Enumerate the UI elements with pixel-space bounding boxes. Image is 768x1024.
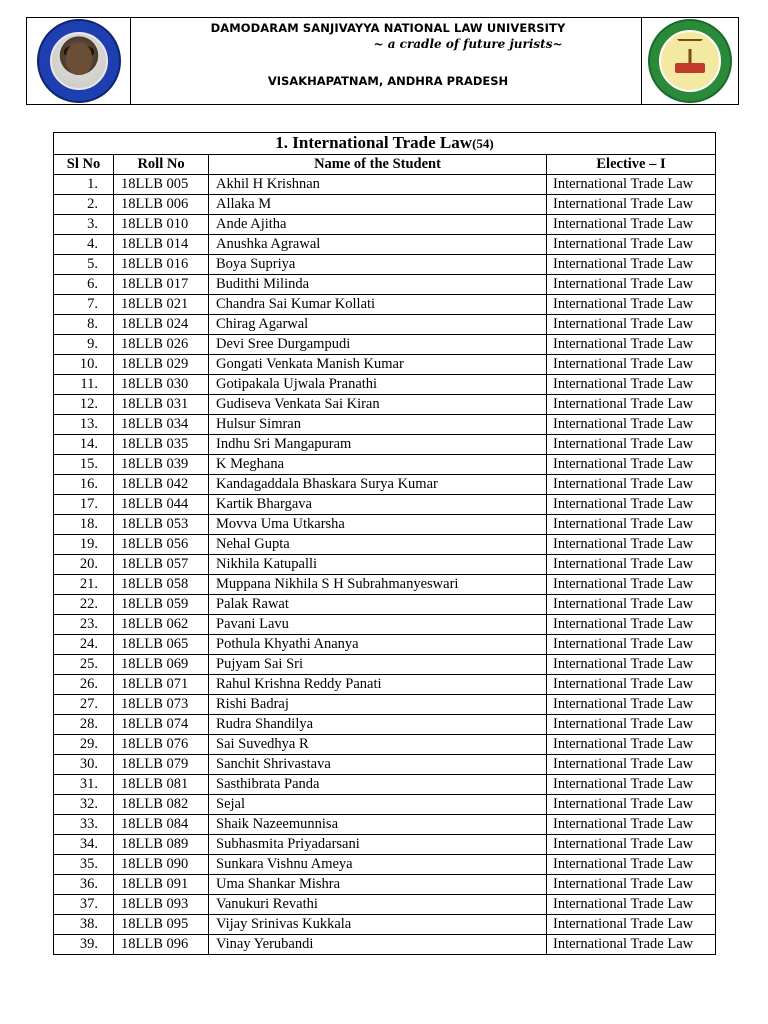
elective-cell: International Trade Law — [547, 915, 716, 935]
roll-no-cell: 18LLB 082 — [114, 795, 209, 815]
student-name-cell: Sunkara Vishnu Ameya — [209, 855, 547, 875]
table-row — [54, 295, 716, 315]
student-name-cell: Nikhila Katupalli — [209, 555, 547, 575]
letterhead — [26, 17, 739, 105]
roll-no-cell: 18LLB 059 — [114, 595, 209, 615]
table-row — [54, 395, 716, 415]
roll-no-cell: 18LLB 016 — [114, 255, 209, 275]
table-row — [54, 535, 716, 555]
founder-portrait-seal — [37, 19, 121, 103]
roll-no-cell: 18LLB 006 — [114, 195, 209, 215]
elective-cell: International Trade Law — [547, 895, 716, 915]
elective-cell: International Trade Law — [547, 235, 716, 255]
student-name-cell: Ande Ajitha — [209, 215, 547, 235]
sl-no-cell: 25. — [54, 655, 114, 675]
roll-no-cell: 18LLB 071 — [114, 675, 209, 695]
roll-no-cell: 18LLB 093 — [114, 895, 209, 915]
sl-no-cell: 30. — [54, 755, 114, 775]
roll-no-cell: 18LLB 062 — [114, 615, 209, 635]
student-name-cell: Uma Shankar Mishra — [209, 875, 547, 895]
student-name-cell: Chandra Sai Kumar Kollati — [209, 295, 547, 315]
university-motto: ~ a cradle of future jurists~ — [373, 37, 563, 51]
column-header-row — [54, 155, 716, 175]
table-row — [54, 755, 716, 775]
sl-no-cell: 31. — [54, 775, 114, 795]
roll-no-cell: 18LLB 030 — [114, 375, 209, 395]
table-title-row — [54, 133, 716, 155]
sl-no-cell: 20. — [54, 555, 114, 575]
column-header-elective: Elective – I — [547, 155, 716, 175]
student-name-cell: Vinay Yerubandi — [209, 935, 547, 955]
sl-no-cell: 1. — [54, 175, 114, 195]
table-row — [54, 495, 716, 515]
sl-no-cell: 6. — [54, 275, 114, 295]
table-row — [54, 855, 716, 875]
roll-no-cell: 18LLB 073 — [114, 695, 209, 715]
roll-no-cell: 18LLB 044 — [114, 495, 209, 515]
table-row — [54, 315, 716, 335]
sl-no-cell: 21. — [54, 575, 114, 595]
roll-no-cell: 18LLB 010 — [114, 215, 209, 235]
sl-no-cell: 37. — [54, 895, 114, 915]
elective-cell: International Trade Law — [547, 615, 716, 635]
sl-no-cell: 18. — [54, 515, 114, 535]
elective-cell: International Trade Law — [547, 875, 716, 895]
elective-cell: International Trade Law — [547, 795, 716, 815]
roll-no-cell: 18LLB 058 — [114, 575, 209, 595]
student-name-cell: Gotipakala Ujwala Pranathi — [209, 375, 547, 395]
student-name-cell: Allaka M — [209, 195, 547, 215]
sl-no-cell: 12. — [54, 395, 114, 415]
sl-no-cell: 35. — [54, 855, 114, 875]
table-row — [54, 355, 716, 375]
elective-cell: International Trade Law — [547, 315, 716, 335]
table-row — [54, 815, 716, 835]
table-title — [54, 133, 716, 155]
roll-no-cell: 18LLB 076 — [114, 735, 209, 755]
table-row — [54, 555, 716, 575]
student-name-cell: Budithi Milinda — [209, 275, 547, 295]
elective-cell: International Trade Law — [547, 675, 716, 695]
sl-no-cell: 7. — [54, 295, 114, 315]
sl-no-cell: 2. — [54, 195, 114, 215]
university-emblem — [648, 19, 732, 103]
table-row — [54, 695, 716, 715]
elective-cell: International Trade Law — [547, 715, 716, 735]
elective-cell: International Trade Law — [547, 815, 716, 835]
roll-no-cell: 18LLB 091 — [114, 875, 209, 895]
roll-no-cell: 18LLB 029 — [114, 355, 209, 375]
elective-title: 1. International Trade Law — [275, 133, 473, 152]
column-header-roll-no: Roll No — [114, 155, 209, 175]
table-row — [54, 415, 716, 435]
student-name-cell: K Meghana — [209, 455, 547, 475]
elective-cell: International Trade Law — [547, 375, 716, 395]
sl-no-cell: 22. — [54, 595, 114, 615]
sl-no-cell: 19. — [54, 535, 114, 555]
sl-no-cell: 8. — [54, 315, 114, 335]
student-name-cell: Sanchit Shrivastava — [209, 755, 547, 775]
student-name-cell: Akhil H Krishnan — [209, 175, 547, 195]
elective-cell: International Trade Law — [547, 535, 716, 555]
roll-no-cell: 18LLB 031 — [114, 395, 209, 415]
student-name-cell: Vijay Srinivas Kukkala — [209, 915, 547, 935]
student-name-cell: Pavani Lavu — [209, 615, 547, 635]
elective-cell: International Trade Law — [547, 335, 716, 355]
student-name-cell: Gudiseva Venkata Sai Kiran — [209, 395, 547, 415]
table-row — [54, 195, 716, 215]
elective-cell: International Trade Law — [547, 195, 716, 215]
sl-no-cell: 5. — [54, 255, 114, 275]
table-row — [54, 475, 716, 495]
student-name-cell: Devi Sree Durgampudi — [209, 335, 547, 355]
student-count: (54) — [472, 136, 494, 151]
sl-no-cell: 36. — [54, 875, 114, 895]
sl-no-cell: 39. — [54, 935, 114, 955]
roll-no-cell: 18LLB 056 — [114, 535, 209, 555]
table-row — [54, 595, 716, 615]
roll-no-cell: 18LLB 095 — [114, 915, 209, 935]
roll-no-cell: 18LLB 042 — [114, 475, 209, 495]
table-row — [54, 215, 716, 235]
student-name-cell: Pothula Khyathi Ananya — [209, 635, 547, 655]
table-row — [54, 835, 716, 855]
sl-no-cell: 24. — [54, 635, 114, 655]
sl-no-cell: 11. — [54, 375, 114, 395]
student-name-cell: Indhu Sri Mangapuram — [209, 435, 547, 455]
roll-no-cell: 18LLB 079 — [114, 755, 209, 775]
student-name-cell: Sasthibrata Panda — [209, 775, 547, 795]
roll-no-cell: 18LLB 090 — [114, 855, 209, 875]
roll-no-cell: 18LLB 074 — [114, 715, 209, 735]
sl-no-cell: 33. — [54, 815, 114, 835]
elective-cell: International Trade Law — [547, 755, 716, 775]
roll-no-cell: 18LLB 026 — [114, 335, 209, 355]
table-row — [54, 735, 716, 755]
student-name-cell: Rishi Badraj — [209, 695, 547, 715]
sl-no-cell: 28. — [54, 715, 114, 735]
roll-no-cell: 18LLB 089 — [114, 835, 209, 855]
student-name-cell: Palak Rawat — [209, 595, 547, 615]
table-row — [54, 455, 716, 475]
roll-no-cell: 18LLB 096 — [114, 935, 209, 955]
student-name-cell: Chirag Agarwal — [209, 315, 547, 335]
roll-no-cell: 18LLB 005 — [114, 175, 209, 195]
sl-no-cell: 10. — [54, 355, 114, 375]
sl-no-cell: 34. — [54, 835, 114, 855]
elective-cell: International Trade Law — [547, 455, 716, 475]
elective-cell: International Trade Law — [547, 575, 716, 595]
student-name-cell: Subhasmita Priyadarsani — [209, 835, 547, 855]
portrait-photo — [50, 32, 108, 90]
table-body — [54, 175, 716, 955]
elective-cell: International Trade Law — [547, 515, 716, 535]
student-name-cell: Hulsur Simran — [209, 415, 547, 435]
roll-no-cell: 18LLB 024 — [114, 315, 209, 335]
student-name-cell: Movva Uma Utkarsha — [209, 515, 547, 535]
elective-cell: International Trade Law — [547, 215, 716, 235]
roll-no-cell: 18LLB 081 — [114, 775, 209, 795]
student-name-cell: Pujyam Sai Sri — [209, 655, 547, 675]
table-row — [54, 915, 716, 935]
sl-no-cell: 14. — [54, 435, 114, 455]
university-location: VISAKHAPATNAM, ANDHRA PRADESH — [267, 74, 509, 88]
elective-cell: International Trade Law — [547, 635, 716, 655]
table-row — [54, 615, 716, 635]
roll-no-cell: 18LLB 021 — [114, 295, 209, 315]
elective-cell: International Trade Law — [547, 475, 716, 495]
roll-no-cell: 18LLB 069 — [114, 655, 209, 675]
roll-no-cell: 18LLB 057 — [114, 555, 209, 575]
elective-cell: International Trade Law — [547, 355, 716, 375]
elective-cell: International Trade Law — [547, 775, 716, 795]
sl-no-cell: 26. — [54, 675, 114, 695]
student-name-cell: Vanukuri Revathi — [209, 895, 547, 915]
sl-no-cell: 4. — [54, 235, 114, 255]
student-name-cell: Kandagaddala Bhaskara Surya Kumar — [209, 475, 547, 495]
roll-no-cell: 18LLB 053 — [114, 515, 209, 535]
student-name-cell: Kartik Bhargava — [209, 495, 547, 515]
table-row — [54, 775, 716, 795]
sl-no-cell: 16. — [54, 475, 114, 495]
roll-no-cell: 18LLB 035 — [114, 435, 209, 455]
sl-no-cell: 15. — [54, 455, 114, 475]
elective-cell: International Trade Law — [547, 855, 716, 875]
table-row — [54, 875, 716, 895]
student-name-cell: Sejal — [209, 795, 547, 815]
elective-cell: International Trade Law — [547, 395, 716, 415]
sl-no-cell: 3. — [54, 215, 114, 235]
elective-cell: International Trade Law — [547, 415, 716, 435]
table-row — [54, 375, 716, 395]
student-name-cell: Gongati Venkata Manish Kumar — [209, 355, 547, 375]
university-name: DAMODARAM SANJIVAYYA NATIONAL LAW UNIVERSITY — [210, 21, 566, 35]
student-name-cell: Muppana Nikhila S H Subrahmanyeswari — [209, 575, 547, 595]
sl-no-cell: 27. — [54, 695, 114, 715]
founder-portrait-cell — [27, 18, 131, 104]
roll-no-cell: 18LLB 084 — [114, 815, 209, 835]
elective-cell: International Trade Law — [547, 735, 716, 755]
roll-no-cell: 18LLB 034 — [114, 415, 209, 435]
sl-no-cell: 38. — [54, 915, 114, 935]
elective-cell: International Trade Law — [547, 695, 716, 715]
elective-cell: International Trade Law — [547, 275, 716, 295]
sl-no-cell: 17. — [54, 495, 114, 515]
elective-cell: International Trade Law — [547, 835, 716, 855]
elective-cell: International Trade Law — [547, 595, 716, 615]
roll-no-cell: 18LLB 014 — [114, 235, 209, 255]
student-name-cell: Boya Supriya — [209, 255, 547, 275]
roll-no-cell: 18LLB 017 — [114, 275, 209, 295]
table-row — [54, 935, 716, 955]
column-header-student-name: Name of the Student — [209, 155, 547, 175]
elective-cell: International Trade Law — [547, 175, 716, 195]
sl-no-cell: 23. — [54, 615, 114, 635]
student-name-cell: Sai Suvedhya R — [209, 735, 547, 755]
table-row — [54, 235, 716, 255]
table-row — [54, 675, 716, 695]
sl-no-cell: 29. — [54, 735, 114, 755]
roll-no-cell: 18LLB 065 — [114, 635, 209, 655]
table-row — [54, 715, 716, 735]
column-header-sl-no: Sl No — [54, 155, 114, 175]
elective-cell: International Trade Law — [547, 495, 716, 515]
student-name-cell: Rahul Krishna Reddy Panati — [209, 675, 547, 695]
elective-cell: International Trade Law — [547, 295, 716, 315]
sl-no-cell: 9. — [54, 335, 114, 355]
student-name-cell: Shaik Nazeemunnisa — [209, 815, 547, 835]
table-row — [54, 515, 716, 535]
elective-cell: International Trade Law — [547, 555, 716, 575]
table-row — [54, 635, 716, 655]
elective-cell: International Trade Law — [547, 935, 716, 955]
sl-no-cell: 32. — [54, 795, 114, 815]
elective-cell: International Trade Law — [547, 255, 716, 275]
table-row — [54, 435, 716, 455]
student-name-cell: Rudra Shandilya — [209, 715, 547, 735]
sl-no-cell: 13. — [54, 415, 114, 435]
table-row — [54, 795, 716, 815]
table-row — [54, 655, 716, 675]
table-row — [54, 255, 716, 275]
elective-cell: International Trade Law — [547, 435, 716, 455]
student-list-table — [53, 132, 716, 955]
table-row — [54, 335, 716, 355]
table-row — [54, 575, 716, 595]
table-row — [54, 895, 716, 915]
student-name-cell: Nehal Gupta — [209, 535, 547, 555]
roll-no-cell: 18LLB 039 — [114, 455, 209, 475]
university-emblem-cell — [641, 18, 738, 104]
elective-cell: International Trade Law — [547, 655, 716, 675]
student-name-cell: Anushka Agrawal — [209, 235, 547, 255]
table-row — [54, 175, 716, 195]
table-row — [54, 275, 716, 295]
